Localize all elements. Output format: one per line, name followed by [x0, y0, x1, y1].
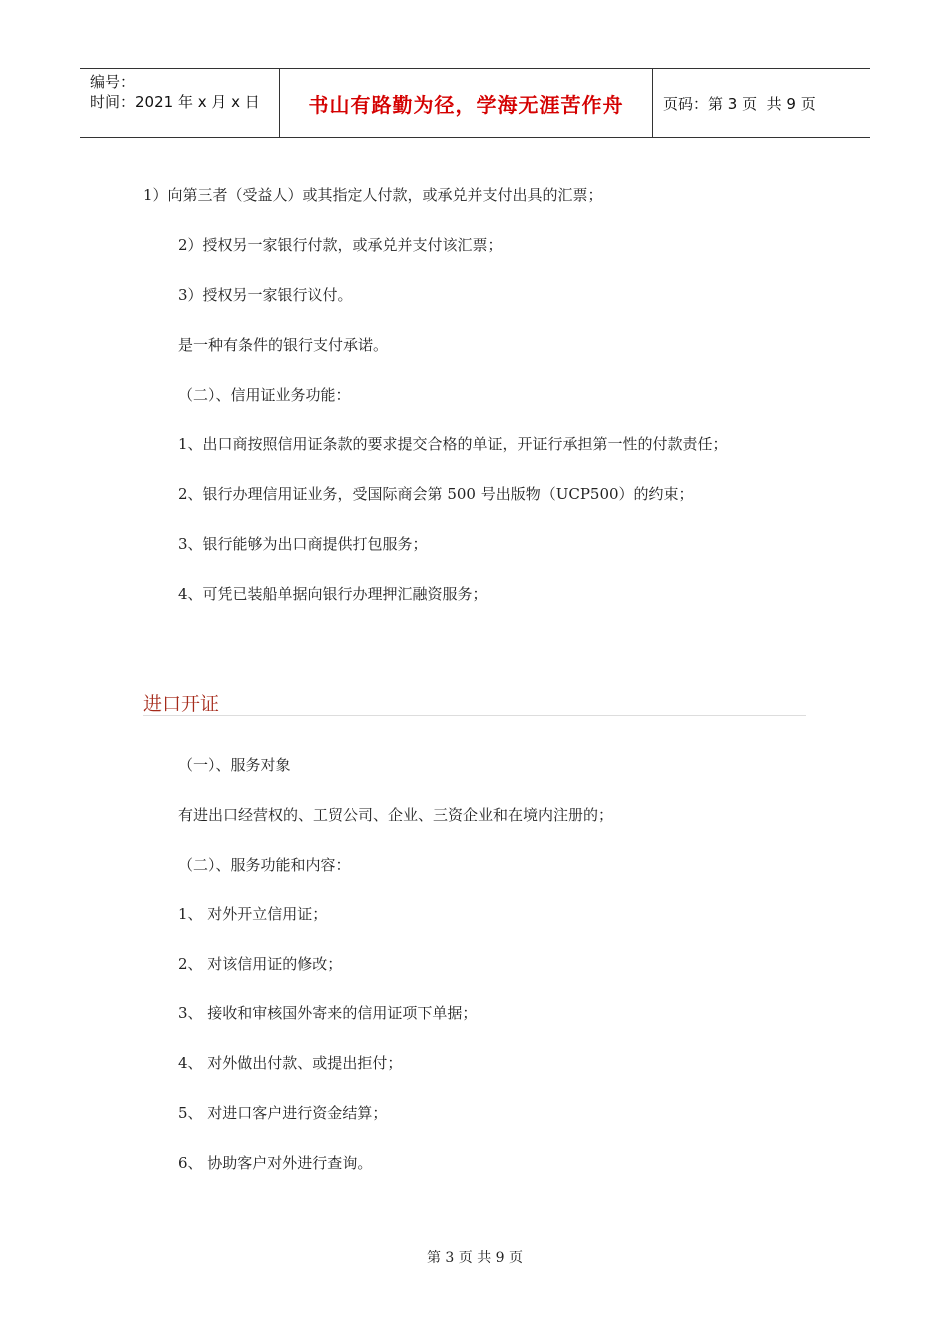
page-label: 页码：第 3 页 共 9 页 [663, 94, 816, 113]
section-line: 5、 对进口客户进行资金结算； [178, 1104, 388, 1122]
body-line: 2）授权另一家银行付款，或承兑并支付该汇票； [178, 236, 503, 254]
heading-divider [143, 715, 806, 716]
time-label: 时间：2021 年 x 月 x 日 [90, 93, 260, 111]
header-meta [80, 69, 280, 137]
section-line: 6、 协助客户对外进行查询。 [178, 1154, 373, 1172]
body-line: （二）、信用证业务功能： [178, 386, 351, 404]
body-line: 2、银行办理信用证业务，受国际商会第 500 号出版物（UCP500）的约束； [178, 485, 694, 503]
header-motto: 书山有路勤为径，学海无涯苦作舟 [280, 69, 653, 137]
body-line: 是一种有条件的银行支付承诺。 [178, 336, 389, 354]
body-line: 3、银行能够为出口商提供打包服务； [178, 535, 428, 553]
section-line: 4、 对外做出付款、或提出拒付； [178, 1054, 403, 1072]
section-line: 1、 对外开立信用证； [178, 905, 328, 923]
section-line: （二）、服务功能和内容： [178, 856, 351, 874]
page-footer: 第 3 页 共 9 页 [426, 1250, 524, 1266]
body-line: 1、出口商按照信用证条款的要求提交合格的单证，开证行承担第一性的付款责任； [178, 435, 728, 453]
section-line: （一）、服务对象 [178, 756, 291, 774]
body-line: 4、可凭已装船单据向银行办理押汇融资服务； [178, 585, 488, 603]
section-line: 有进出口经营权的、工贸公司、企业、三资企业和在境内注册的； [178, 806, 614, 824]
section-line: 3、 接收和审核国外寄来的信用证项下单据； [178, 1004, 478, 1022]
body-line: 1）向第三者（受益人）或其指定人付款，或承兑并支付出具的汇票； [143, 186, 603, 204]
body-line: 3）授权另一家银行议付。 [178, 286, 353, 304]
section-line: 2、 对该信用证的修改； [178, 955, 343, 973]
section-heading: 进口开证 [143, 693, 220, 715]
page-header [80, 68, 870, 138]
header-page-info [653, 69, 870, 137]
number-label: 编号： [90, 73, 136, 91]
